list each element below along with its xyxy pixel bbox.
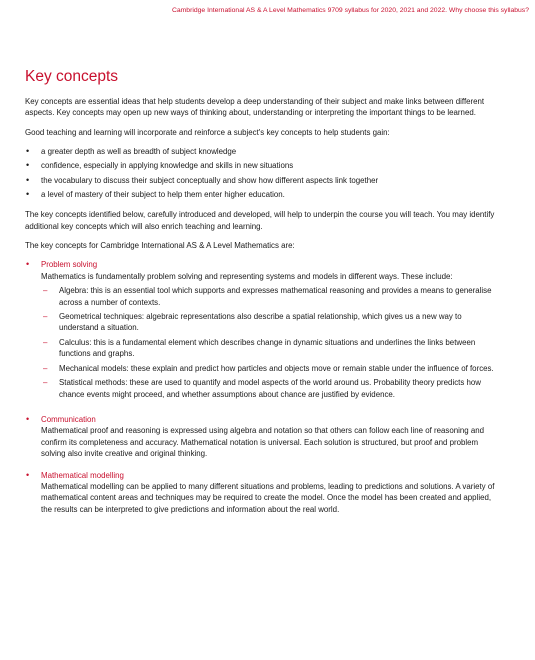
sublist-item: – Mechanical models: these explain and predict how particles and objects move or remain stable under the influence of forces. [43,363,494,373]
dash-icon: – [43,378,48,388]
concept-problem-solving [25,259,503,399]
gains-list-item: • confidence, especially in applying knowledge and skills in new situations [26,160,294,171]
sublist-item: – Algebra: this is an essential tool which supports and expresses mathematical reasoning and provides a means to generalise across a number of contexts. [43,286,492,307]
gains-list [25,146,503,200]
concept-text: Mathematics is fundamentally problem solving and representing systems and models in different ways. These include: [41,271,453,281]
bullet-icon: • [26,188,30,199]
bullet-icon: • [26,160,30,171]
bullet-icon: • [26,174,30,185]
dash-icon: – [43,286,48,296]
main-content [25,96,503,523]
bullet-icon: • [26,469,30,480]
gains-list-item: • a greater depth as well as breadth of subject knowledge [26,146,237,157]
gains-intro-paragraph: Good teaching and learning will incorporate and reinforce a subject's key concepts to help students gain: [25,127,390,137]
concept-title: Problem solving [41,260,98,270]
gains-list-item: • a level of mastery of their subject to help them enter higher education. [26,188,285,199]
sublist-item: – Calculus: this is a fundamental element which describes change in dynamic situations and underlines the links between functions and graphs. [43,337,476,359]
concepts-intro-paragraph: The key concepts for Cambridge International AS & A Level Mathematics are: [25,241,295,251]
page-title: Key concepts [25,68,119,85]
sublist-item: – Geometrical techniques: algebraic representations also describe a spatial relationship, which gives us a new way to understand a situation. [43,312,462,333]
problem-solving-sublist [41,285,503,400]
running-header: Cambridge International AS & A Level Mathematics 9709 syllabus for 2020, 2021 and 2022. Why choose this syllabus? [171,7,529,14]
gains-list-item: • the vocabulary to discuss their subject conceptually and show how different aspects link together [26,174,379,185]
concept-communication [25,414,503,460]
dash-icon: – [43,363,48,373]
bullet-icon: • [26,146,30,157]
concept-title: Communication [41,414,96,424]
concept-text: Mathematical modelling can be applied to many different situations and problems, leading to predictions and solutions. A variety of mathematical content areas and techniques may be required to create the model. Once the model has been created and applied, the results can be interpreted to give predictions and information about the real world. [41,481,495,514]
concept-mathematical-modelling [25,470,503,516]
dash-icon: – [43,312,48,322]
intro-paragraph: Key concepts are essential ideas that help students develop a deep understanding of their subject and make links between different aspects. Key concepts may open up new ways of thinking about, understanding or interpreting the important things to be learned. [25,97,485,118]
underpin-paragraph: The key concepts identified below, carefully introduced and developed, will help to underpin the course you will teach. You may identify additional key concepts which will also enrich teaching and learning. [25,210,495,231]
sublist-item: – Statistical methods: these are used to quantify and model aspects of the world around us. Probability theory predicts how chance events might proceed, and whether assumptions about chance are justified by evidence. [43,378,481,399]
concept-text: Mathematical proof and reasoning is expressed using algebra and notation so that others can follow each line of reasoning and confirm its completeness and accuracy. Mathematical notation is universal. Each solution is structured, but proof and problem solving also invite creative and original thinking. [41,426,485,459]
bullet-icon: • [26,413,30,424]
dash-icon: – [43,337,48,347]
bullet-icon: • [26,259,30,270]
concept-title: Mathematical modelling [41,470,124,480]
